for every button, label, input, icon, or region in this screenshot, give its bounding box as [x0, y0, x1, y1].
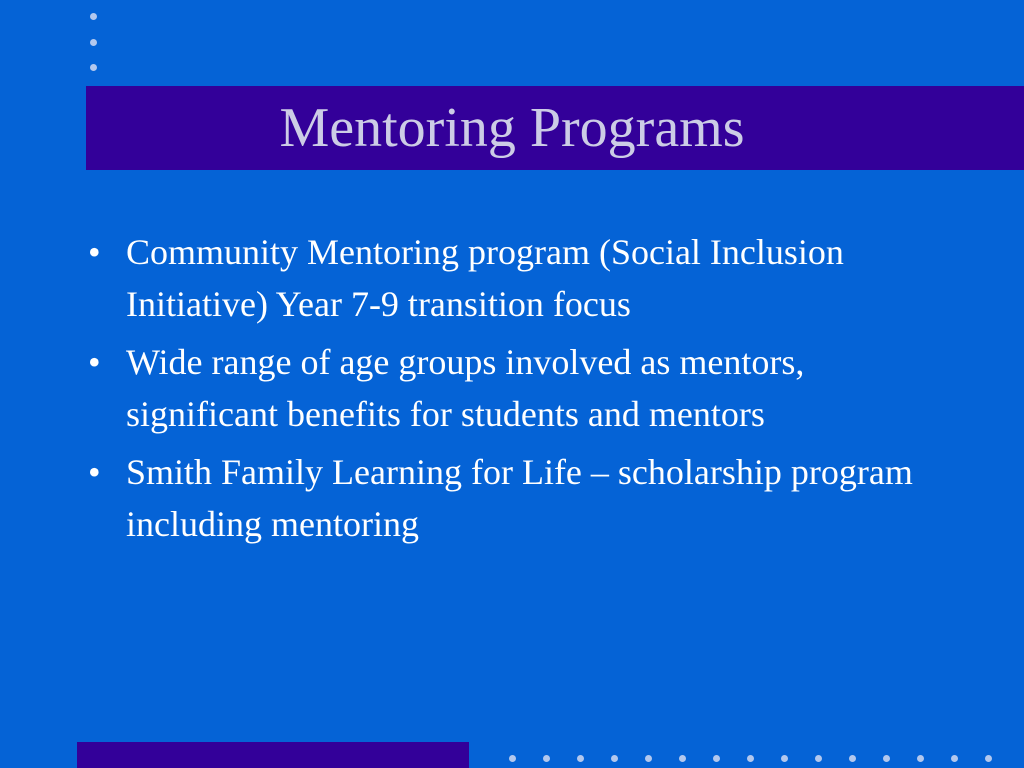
- title-bar: [86, 86, 1024, 170]
- bullet-text: Community Mentoring program (Social Inclusion Initiative) Year 7-9 transition focus: [126, 232, 844, 324]
- decorative-dot: [90, 64, 97, 71]
- decorative-dot: [917, 755, 924, 762]
- bullet-item: [88, 336, 928, 440]
- decorative-dot: [713, 755, 720, 762]
- decorative-dot: [985, 755, 992, 762]
- decorative-dot: [951, 755, 958, 762]
- bottom-bar: [77, 742, 469, 768]
- decorative-dot: [90, 39, 97, 46]
- decorative-dot: [645, 755, 652, 762]
- bullet-marker: •: [88, 452, 101, 492]
- bullet-item: [88, 446, 928, 550]
- bullet-text: Smith Family Learning for Life – scholarship program including mentoring: [126, 452, 913, 544]
- bullet-text: Wide range of age groups involved as mentors, significant benefits for students and mentors: [126, 342, 805, 434]
- bullet-item: [88, 226, 928, 330]
- bullet-marker: •: [88, 232, 101, 272]
- decorative-dot: [577, 755, 584, 762]
- bullet-marker: •: [88, 342, 101, 382]
- decorative-dot: [883, 755, 890, 762]
- decorative-dot: [90, 13, 97, 20]
- slide-title: Mentoring Programs: [279, 97, 745, 159]
- decorative-dot: [509, 755, 516, 762]
- decorative-dot: [781, 755, 788, 762]
- decorative-dot: [747, 755, 754, 762]
- bullet-list: [88, 226, 928, 556]
- decorative-dot: [611, 755, 618, 762]
- decorative-dot: [815, 755, 822, 762]
- decorative-dot: [849, 755, 856, 762]
- decorative-dot: [543, 755, 550, 762]
- decorative-dot: [679, 755, 686, 762]
